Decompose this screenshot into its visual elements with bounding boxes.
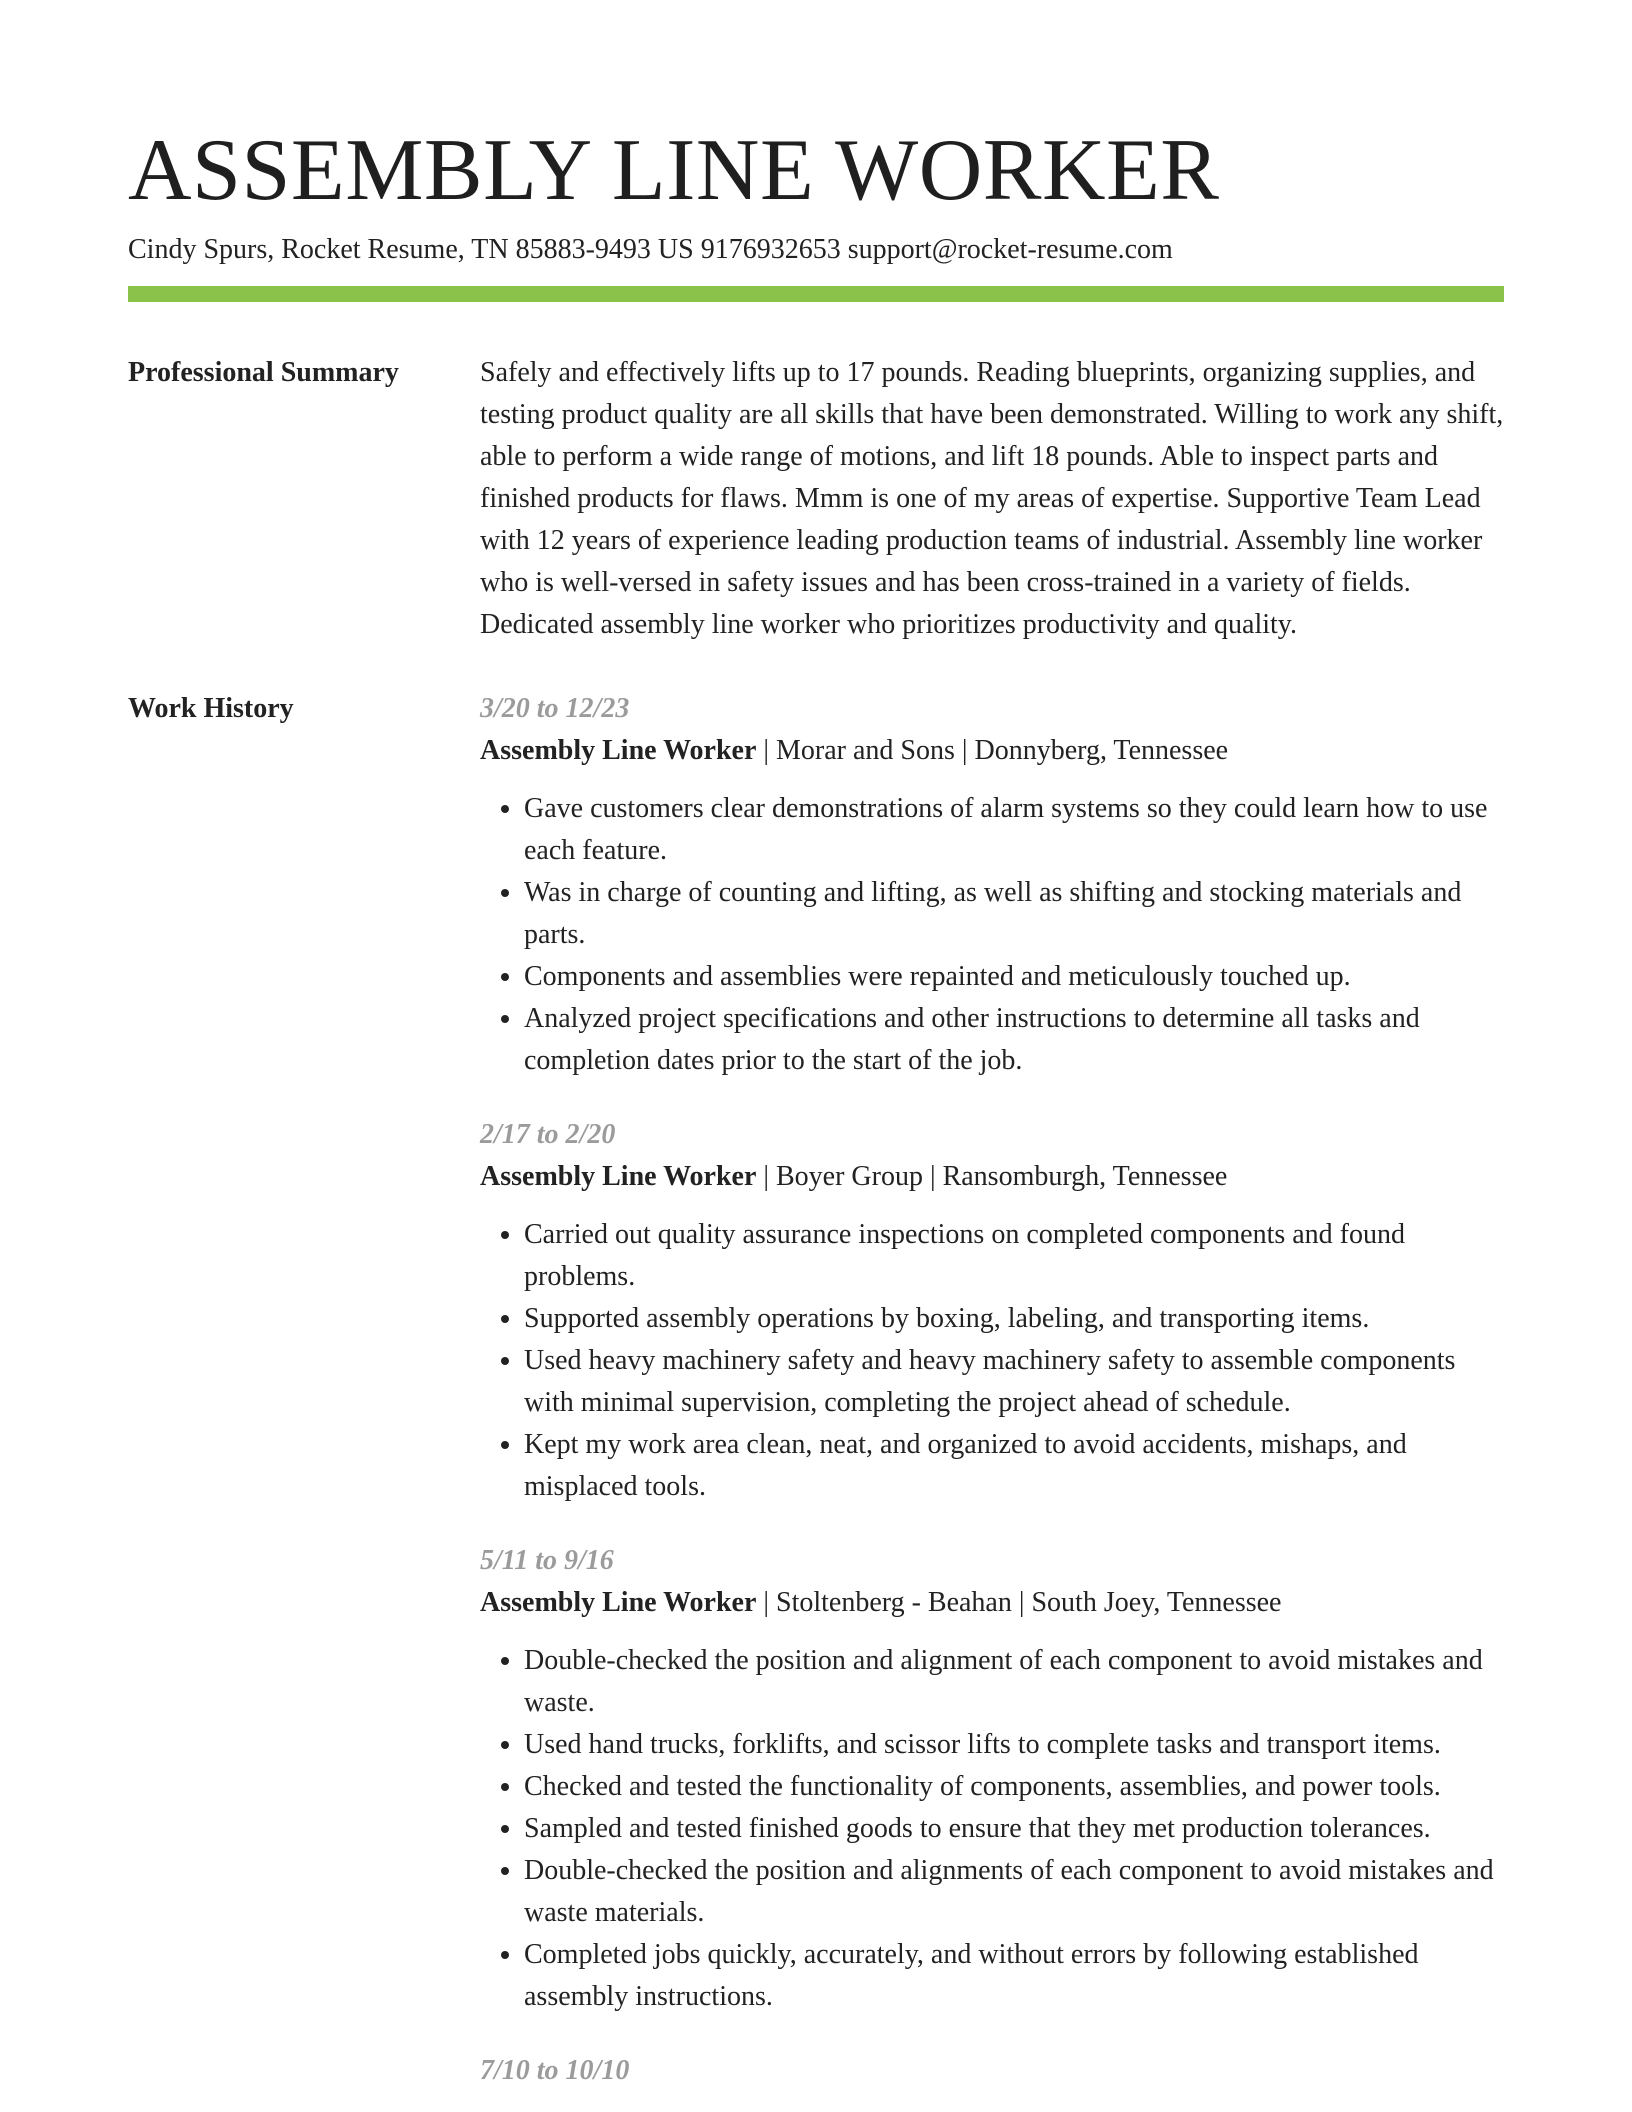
job-bullet: • Carried out quality assurance inspections on completed components and found problems. — [524, 1214, 1504, 1298]
job-bullet-list — [480, 1640, 1504, 2018]
job-bullet: • Supported assembly operations by boxing, labeling, and transporting items. — [524, 1298, 1504, 1340]
job-bullet: • Components and assemblies were repainted and meticulously touched up. — [524, 956, 1504, 998]
job-bullet: • Used hand trucks, forklifts, and scissor lifts to complete tasks and transport items. — [524, 1724, 1504, 1766]
job-details: | Morar and Sons | Donnyberg, Tennessee — [756, 735, 1229, 766]
job-dates: 7/10 to 10/10 — [480, 2055, 630, 2086]
job-bullet: • Was in charge of counting and lifting, as well as shifting and stocking materials and parts. — [524, 872, 1504, 956]
job-title: Assembly Line Worker — [480, 1587, 757, 1618]
job-title: Assembly Line Worker — [480, 735, 757, 766]
section-label-summary: Professional Summary — [128, 357, 399, 388]
section-label-work-history: Work History — [128, 693, 294, 724]
job-bullet-list — [480, 788, 1504, 1082]
job-details: | Boyer Group | Ransomburgh, Tennessee — [756, 1161, 1228, 1192]
contact-line: Cindy Spurs, Rocket Resume, TN 85883-9493 US 9176932653 support@rocket-resume.com — [128, 234, 1173, 265]
summary-text: Safely and effectively lifts up to 17 pounds. Reading blueprints, organizing supplies, and testing product quality are all skills that have been demonstrated. Willing to work any shift, able to perform a wide range of motions, and lift 18 pounds. Able to inspect parts and finished products for flaws. Mmm is one of my areas of expertise. Supportive Team Lead with 12 years of experience leading production teams of industrial. Assembly line worker who is well-versed in safety issues and has been cross-trained in a variety of fields. Dedicated assembly line worker who prioritizes productivity and quality. — [480, 357, 1504, 640]
job-bullet: • Checked and tested the functionality of components, assemblies, and power tools. — [524, 1766, 1504, 1808]
job-heading — [480, 730, 1504, 772]
job-bullet: • Sampled and tested finished goods to ensure that they met production tolerances. — [524, 1808, 1504, 1850]
work-history-section — [128, 688, 1504, 2092]
job-dates: 5/11 to 9/16 — [480, 1545, 614, 1576]
job-dates: 3/20 to 12/23 — [480, 693, 630, 724]
professional-summary-section — [128, 352, 1504, 646]
job-entry — [480, 1114, 1504, 1508]
job-bullet: • Completed jobs quickly, accurately, and without errors by following established assembly instructions. — [524, 1934, 1504, 2018]
job-entry — [480, 2050, 1504, 2092]
job-entry — [480, 688, 1504, 1082]
job-title: Assembly Line Worker — [480, 1161, 757, 1192]
job-details: | Stoltenberg - Beahan | South Joey, Tennessee — [756, 1587, 1282, 1618]
job-heading — [480, 1156, 1504, 1198]
job-bullet: • Double-checked the position and alignments of each component to avoid mistakes and waste materials. — [524, 1850, 1504, 1934]
job-dates: 2/17 to 2/20 — [480, 1119, 616, 1150]
resume-page — [128, 118, 1504, 2092]
job-bullet: • Analyzed project specifications and other instructions to determine all tasks and completion dates prior to the start of the job. — [524, 998, 1504, 1082]
job-bullet: • Used heavy machinery safety and heavy machinery safety to assemble components with minimal supervision, completing the project ahead of schedule. — [524, 1340, 1504, 1424]
job-entry — [480, 1540, 1504, 2018]
job-heading — [480, 1582, 1504, 1624]
resume-title: ASSEMBLY LINE WORKER — [128, 122, 1220, 219]
accent-divider — [128, 286, 1504, 302]
job-bullet-list — [480, 1214, 1504, 1508]
job-bullet: • Gave customers clear demonstrations of alarm systems so they could learn how to use each feature. — [524, 788, 1504, 872]
job-bullet: • Double-checked the position and alignment of each component to avoid mistakes and waste. — [524, 1640, 1504, 1724]
job-bullet: • Kept my work area clean, neat, and organized to avoid accidents, mishaps, and misplaced tools. — [524, 1424, 1504, 1508]
